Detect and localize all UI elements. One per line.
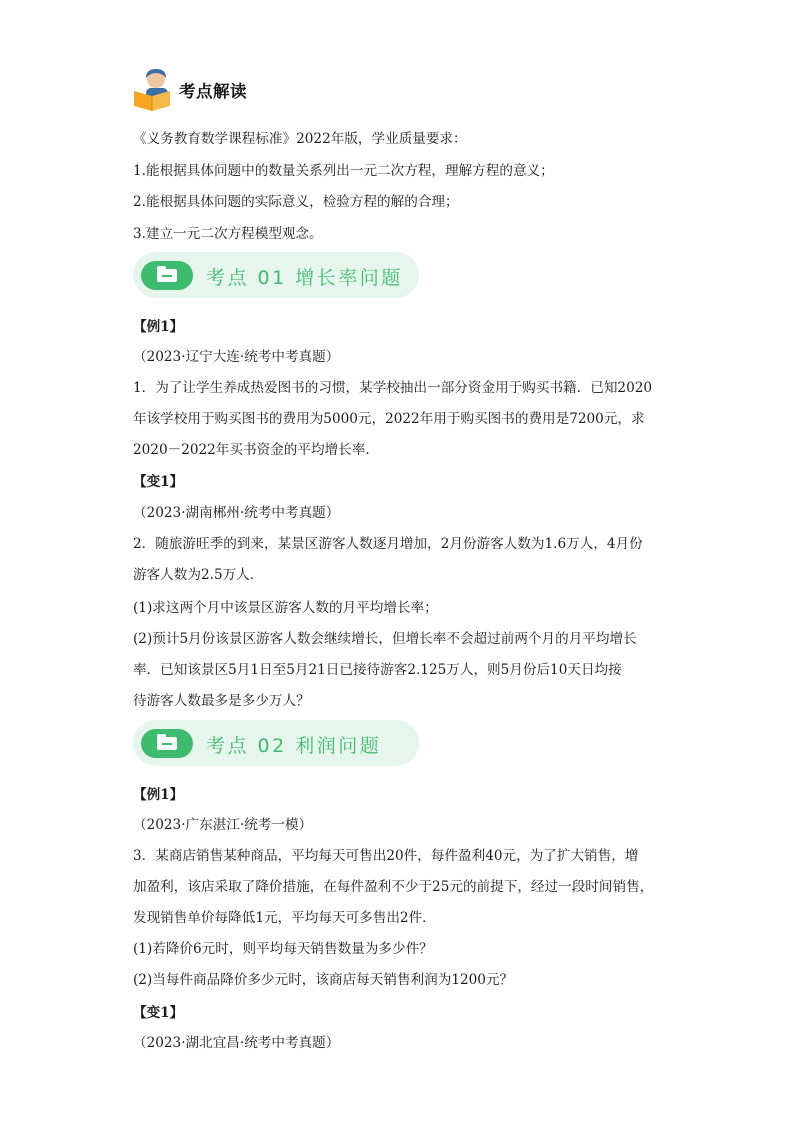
section-banner	[133, 252, 419, 298]
header-title: 考点解读	[179, 82, 247, 101]
section-title: 考点 01 增长率问题	[206, 267, 403, 289]
question-text: (2)当每件商品降价多少元时，该商店每天销售利润为1200元？	[133, 972, 514, 988]
intro-line: 1.能根据具体问题中的数量关系列出一元二次方程，理解方程的意义；	[133, 163, 554, 179]
question-text: 发现销售单价每降低1元，平均每天可多售出2件．	[133, 910, 436, 926]
example-tag: 【例1】	[133, 787, 184, 803]
variant-tag: 【变1】	[133, 1005, 184, 1021]
section-header	[132, 68, 247, 112]
question-text: (1)若降价6元时，则平均每天销售数量为多少件？	[133, 941, 433, 957]
question-text: 2．随旅游旺季的到来，某景区游客人数逐月增加，2月份游客人数为1.6万人，4月份	[133, 536, 643, 552]
question-text: 率．已知该景区5月1日至5月21日已接待游客2.125万人，则5月份后10天日均接	[133, 662, 622, 678]
question-source: （2023·广东湛江·统考一模）	[133, 817, 313, 833]
question-source: （2023·湖北宜昌·统考中考真题）	[133, 1035, 340, 1051]
intro-line: 3.建立一元二次方程模型观念。	[133, 226, 323, 242]
example-tag: 【例1】	[133, 319, 184, 335]
question-source: （2023·辽宁大连·统考中考真题）	[133, 349, 340, 365]
question-text: 游客人数为2.5万人．	[133, 567, 264, 583]
question-text: 3．某商店销售某种商品，平均每天可售出20件，每件盈利40元，为了扩大销售，增	[133, 848, 639, 864]
question-text: (2)预计5月份该景区游客人数会继续增长，但增长率不会超过前两个月的月平均增长	[133, 631, 637, 647]
question-text: 1．为了让学生养成热爱图书的习惯，某学校抽出一部分资金用于购买书籍．已知2020	[133, 380, 653, 396]
question-text: 2020－2022年买书资金的平均增长率．	[133, 442, 379, 458]
folder-icon	[141, 729, 193, 758]
folder-icon	[141, 261, 193, 290]
question-text: 加盈利，该店采取了降价措施，在每件盈利不少于25元的前提下，经过一段时间销售，	[133, 879, 654, 895]
question-text: 年该学校用于购买图书的费用为5000元，2022年用于购买图书的费用是7200元，求	[133, 411, 645, 427]
variant-tag: 【变1】	[133, 474, 184, 490]
intro-line: 2.能根据具体问题的实际意义，检验方程的解的合理；	[133, 194, 459, 210]
intro-line: 《义务教育数学课程标准》2022年版，学业质量要求：	[133, 131, 467, 147]
question-text: 待游客人数最多是多少万人？	[133, 693, 310, 709]
section-title: 考点 02 利润问题	[206, 735, 382, 757]
question-text: (1)求这两个月中该景区游客人数的月平均增长率；	[133, 600, 438, 616]
section-banner	[133, 720, 419, 766]
reader-with-book-icon	[132, 68, 172, 112]
question-source: （2023·湖南郴州·统考中考真题）	[133, 505, 340, 521]
